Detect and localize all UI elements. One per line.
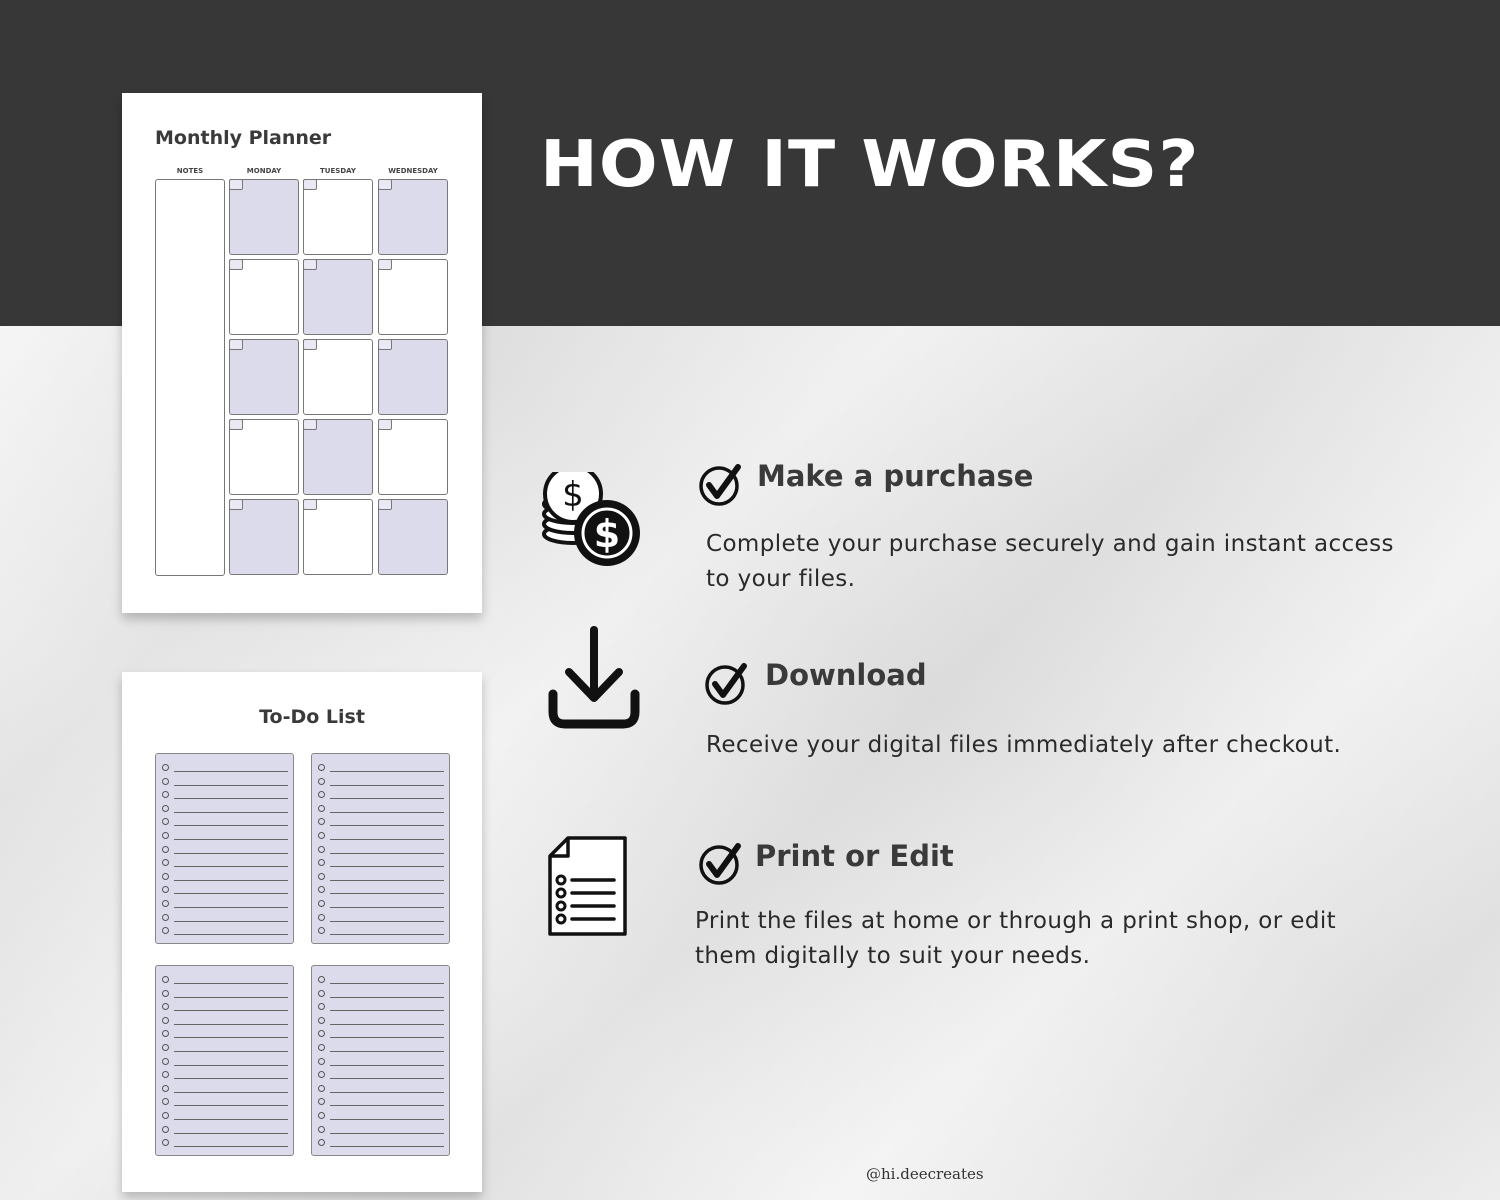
todo-line xyxy=(318,914,444,922)
line-rule xyxy=(174,1146,288,1147)
bullet-circle-icon xyxy=(318,778,325,785)
line-rule xyxy=(330,997,444,998)
bullet-circle-icon xyxy=(162,1126,169,1133)
bullet-circle-icon xyxy=(318,1085,325,1092)
bullet-circle-icon xyxy=(318,1071,325,1078)
line-rule xyxy=(174,893,288,894)
line-rule xyxy=(330,1119,444,1120)
todo-line xyxy=(162,927,288,935)
bullet-circle-icon xyxy=(318,1126,325,1133)
bullet-circle-icon xyxy=(318,914,325,921)
calendar-day-cell xyxy=(303,259,373,335)
todo-line xyxy=(318,1003,444,1011)
step-description-print-edit: Print the files at home or through a print shop, or edit them digitally to suit your needs. xyxy=(695,908,1337,969)
line-rule xyxy=(330,825,444,826)
notes-column xyxy=(155,179,225,576)
calendar-day-cell xyxy=(229,419,299,495)
line-rule xyxy=(174,1078,288,1079)
todo-box xyxy=(311,965,450,1156)
calendar-day-cell xyxy=(229,259,299,335)
todo-line xyxy=(162,1017,288,1025)
planner-title: Monthly Planner xyxy=(155,127,332,149)
line-rule xyxy=(174,785,288,786)
bullet-circle-icon xyxy=(318,1112,325,1119)
line-rule xyxy=(174,1024,288,1025)
date-tab xyxy=(378,419,392,430)
line-rule xyxy=(174,1133,288,1134)
date-tab xyxy=(229,339,243,350)
line-rule xyxy=(174,921,288,922)
line-rule xyxy=(174,997,288,998)
todo-line xyxy=(162,1139,288,1147)
bullet-circle-icon xyxy=(162,846,169,853)
column-header-tuesday: TUESDAY xyxy=(320,167,356,175)
bullet-circle-icon xyxy=(162,927,169,934)
line-rule xyxy=(330,1010,444,1011)
bullet-circle-icon xyxy=(318,1030,325,1037)
todo-line xyxy=(162,914,288,922)
todo-line xyxy=(162,900,288,908)
bullet-circle-icon xyxy=(318,1003,325,1010)
calendar-day-cell xyxy=(229,339,299,415)
line-rule xyxy=(174,1119,288,1120)
todo-line xyxy=(162,1098,288,1106)
todo-line xyxy=(162,791,288,799)
todo-line xyxy=(318,976,444,984)
todo-line xyxy=(318,859,444,867)
bullet-circle-icon xyxy=(318,805,325,812)
todo-line xyxy=(162,1058,288,1066)
calendar-day-cell xyxy=(378,419,448,495)
line-rule xyxy=(330,1078,444,1079)
line-rule xyxy=(174,812,288,813)
todo-line xyxy=(318,1139,444,1147)
check-circle-icon xyxy=(698,461,744,507)
step-title-purchase: Make a purchase xyxy=(757,459,1034,493)
line-rule xyxy=(174,798,288,799)
line-rule xyxy=(330,771,444,772)
bullet-circle-icon xyxy=(162,764,169,771)
bullet-circle-icon xyxy=(162,1085,169,1092)
line-rule xyxy=(330,893,444,894)
line-rule xyxy=(174,866,288,867)
line-rule xyxy=(330,785,444,786)
document-list-icon xyxy=(546,835,630,939)
date-tab xyxy=(229,499,243,510)
line-rule xyxy=(174,825,288,826)
todo-line xyxy=(318,1126,444,1134)
bullet-circle-icon xyxy=(318,832,325,839)
line-rule xyxy=(174,1051,288,1052)
line-rule xyxy=(330,1133,444,1134)
line-rule xyxy=(330,880,444,881)
bullet-circle-icon xyxy=(318,886,325,893)
creator-credit: @hi.deecreates xyxy=(866,1165,984,1183)
bullet-circle-icon xyxy=(318,818,325,825)
calendar-day-cell xyxy=(378,179,448,255)
bullet-circle-icon xyxy=(162,1030,169,1037)
bullet-circle-icon xyxy=(162,900,169,907)
date-tab xyxy=(378,499,392,510)
bullet-circle-icon xyxy=(162,805,169,812)
bullet-circle-icon xyxy=(318,990,325,997)
line-rule xyxy=(174,880,288,881)
calendar-day-cell xyxy=(303,179,373,255)
bullet-circle-icon xyxy=(162,1017,169,1024)
check-circle-icon xyxy=(704,660,750,706)
line-rule xyxy=(330,934,444,935)
line-rule xyxy=(174,1105,288,1106)
bullet-circle-icon xyxy=(162,914,169,921)
coins-dollar-icon xyxy=(538,472,642,568)
calendar-day-cell xyxy=(378,259,448,335)
bullet-circle-icon xyxy=(162,886,169,893)
todo-line xyxy=(318,1030,444,1038)
line-rule xyxy=(330,1146,444,1147)
bullet-circle-icon xyxy=(162,832,169,839)
bullet-circle-icon xyxy=(162,990,169,997)
bullet-circle-icon xyxy=(162,1139,169,1146)
todo-list-preview xyxy=(122,672,482,1192)
line-rule xyxy=(330,1105,444,1106)
date-tab xyxy=(303,499,317,510)
date-tab xyxy=(229,179,243,190)
todo-line xyxy=(162,859,288,867)
svg-text:$: $ xyxy=(593,512,621,556)
todo-line xyxy=(318,832,444,840)
bullet-circle-icon xyxy=(318,1044,325,1051)
todo-line xyxy=(162,778,288,786)
todo-line xyxy=(162,976,288,984)
date-tab xyxy=(378,339,392,350)
todo-line xyxy=(162,1003,288,1011)
todo-box xyxy=(155,753,294,944)
todo-line xyxy=(318,1017,444,1025)
line-rule xyxy=(330,1037,444,1038)
todo-line xyxy=(162,846,288,854)
date-tab xyxy=(229,259,243,270)
bullet-circle-icon xyxy=(162,1058,169,1065)
step-title-download: Download xyxy=(765,658,927,692)
line-rule xyxy=(174,771,288,772)
bullet-circle-icon xyxy=(162,1044,169,1051)
todo-line xyxy=(162,1085,288,1093)
todo-line xyxy=(318,1058,444,1066)
todo-line xyxy=(318,1112,444,1120)
todo-box xyxy=(155,965,294,1156)
bullet-circle-icon xyxy=(318,1139,325,1146)
download-icon xyxy=(545,624,645,732)
todo-line xyxy=(162,990,288,998)
todo-line xyxy=(318,764,444,772)
bullet-circle-icon xyxy=(162,976,169,983)
bullet-circle-icon xyxy=(162,1112,169,1119)
line-rule xyxy=(330,812,444,813)
todo-line xyxy=(318,900,444,908)
todo-line xyxy=(318,791,444,799)
line-rule xyxy=(330,921,444,922)
line-rule xyxy=(174,853,288,854)
svg-text:$: $ xyxy=(562,475,584,515)
line-rule xyxy=(174,1065,288,1066)
date-tab xyxy=(378,179,392,190)
line-rule xyxy=(330,1092,444,1093)
line-rule xyxy=(330,1024,444,1025)
bullet-circle-icon xyxy=(162,778,169,785)
todo-line xyxy=(318,873,444,881)
bullet-circle-icon xyxy=(162,818,169,825)
todo-line xyxy=(318,1098,444,1106)
todo-line xyxy=(162,818,288,826)
line-rule xyxy=(174,839,288,840)
todo-line xyxy=(318,846,444,854)
line-rule xyxy=(330,1051,444,1052)
todo-title: To-Do List xyxy=(259,706,365,728)
line-rule xyxy=(174,1092,288,1093)
step-description-purchase: Complete your purchase securely and gain instant access to your files. xyxy=(706,531,1394,592)
todo-line xyxy=(162,886,288,894)
column-header-notes: NOTES xyxy=(176,167,204,175)
todo-line xyxy=(162,873,288,881)
step-title-print-edit: Print or Edit xyxy=(755,839,954,873)
todo-box xyxy=(311,753,450,944)
date-tab xyxy=(378,259,392,270)
bullet-circle-icon xyxy=(318,1058,325,1065)
calendar-day-cell xyxy=(229,499,299,575)
bullet-circle-icon xyxy=(318,1017,325,1024)
bullet-circle-icon xyxy=(318,873,325,880)
line-rule xyxy=(174,983,288,984)
todo-line xyxy=(318,1044,444,1052)
todo-line xyxy=(162,764,288,772)
page-title: HOW IT WORKS? xyxy=(540,128,1200,202)
date-tab xyxy=(303,259,317,270)
date-tab xyxy=(303,179,317,190)
calendar-day-cell xyxy=(303,419,373,495)
todo-line xyxy=(318,818,444,826)
line-rule xyxy=(330,907,444,908)
todo-line xyxy=(162,1044,288,1052)
bullet-circle-icon xyxy=(162,1071,169,1078)
calendar-day-cell xyxy=(303,499,373,575)
bullet-circle-icon xyxy=(318,764,325,771)
line-rule xyxy=(330,1065,444,1066)
date-tab xyxy=(303,339,317,350)
calendar-day-cell xyxy=(229,179,299,255)
todo-line xyxy=(162,1030,288,1038)
bullet-circle-icon xyxy=(318,1098,325,1105)
bullet-circle-icon xyxy=(162,1098,169,1105)
line-rule xyxy=(174,1037,288,1038)
calendar-day-cell xyxy=(378,499,448,575)
bullet-circle-icon xyxy=(318,900,325,907)
bullet-circle-icon xyxy=(162,1003,169,1010)
todo-line xyxy=(318,886,444,894)
step-description-download: Receive your digital files immediately after checkout. xyxy=(706,732,1342,758)
bullet-circle-icon xyxy=(162,873,169,880)
date-tab xyxy=(303,419,317,430)
todo-line xyxy=(318,990,444,998)
calendar-day-cell xyxy=(303,339,373,415)
bullet-circle-icon xyxy=(318,976,325,983)
todo-line xyxy=(162,832,288,840)
line-rule xyxy=(174,907,288,908)
line-rule xyxy=(330,839,444,840)
column-header-wednesday: WEDNESDAY xyxy=(388,167,438,175)
bullet-circle-icon xyxy=(318,846,325,853)
todo-line xyxy=(318,1071,444,1079)
line-rule xyxy=(330,983,444,984)
todo-line xyxy=(318,1085,444,1093)
todo-line xyxy=(162,1071,288,1079)
todo-line xyxy=(318,805,444,813)
todo-line xyxy=(162,1112,288,1120)
line-rule xyxy=(330,866,444,867)
monthly-planner-preview xyxy=(122,93,482,613)
todo-line xyxy=(162,805,288,813)
todo-line xyxy=(318,927,444,935)
line-rule xyxy=(174,934,288,935)
bullet-circle-icon xyxy=(162,859,169,866)
column-header-monday: MONDAY xyxy=(246,167,282,175)
bullet-circle-icon xyxy=(318,791,325,798)
todo-line xyxy=(162,1126,288,1134)
bullet-circle-icon xyxy=(318,927,325,934)
date-tab xyxy=(229,419,243,430)
todo-line xyxy=(318,778,444,786)
check-circle-icon xyxy=(698,840,744,886)
line-rule xyxy=(174,1010,288,1011)
line-rule xyxy=(330,798,444,799)
calendar-day-cell xyxy=(378,339,448,415)
bullet-circle-icon xyxy=(162,791,169,798)
bullet-circle-icon xyxy=(318,859,325,866)
line-rule xyxy=(330,853,444,854)
